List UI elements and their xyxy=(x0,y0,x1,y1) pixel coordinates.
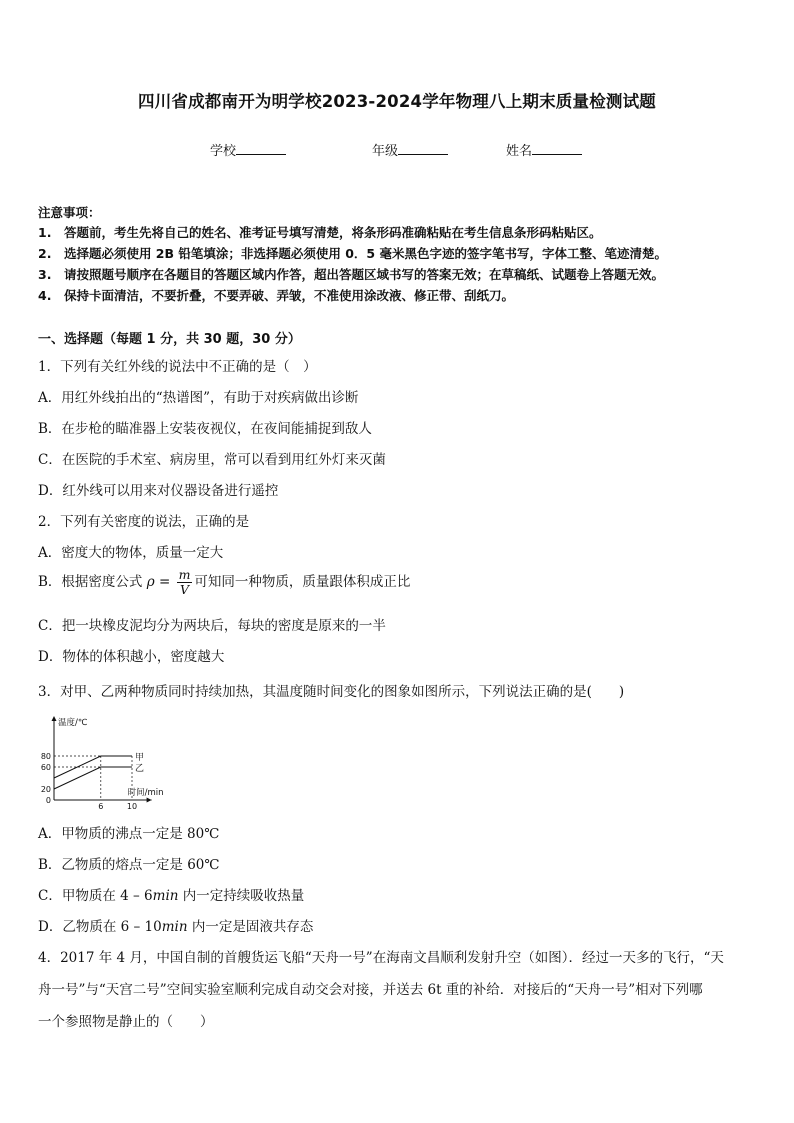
density-symbol: ρ = xyxy=(146,574,171,590)
q3-stem: 3．对甲、乙两种物质同时持续加热，其温度随时间变化的图象如图所示，下列说法正确的是( ) xyxy=(38,684,625,700)
q3-c-unit: min xyxy=(152,888,179,904)
y-tick-label: 80 xyxy=(40,752,51,761)
fraction-numerator: m xyxy=(178,567,191,582)
x-tick-label: 10 xyxy=(126,802,138,811)
q2-b-prefix: B．根据密度公式 xyxy=(38,574,143,590)
grade-blank xyxy=(398,141,448,155)
y-axis-label: 温度/℃ xyxy=(58,718,88,728)
q3-option-b: B．乙物质的熔点一定是 60℃ xyxy=(38,857,220,873)
grade-label: 年级 xyxy=(372,144,399,159)
note-item: 4. 保持卡面清洁，不要折叠，不要弄破、弄皱，不准使用涂改液、修正带、刮纸刀。 xyxy=(38,288,514,303)
q1-option-b: B．在步枪的瞄准器上安装夜视仪，在夜间能捕捉到敌人 xyxy=(38,421,372,437)
q3-option-c xyxy=(38,884,304,904)
y-tick-label: 0 xyxy=(45,796,51,805)
q3-c-prefix: C．甲物质在 4 – 6 xyxy=(38,888,153,904)
q2-b-suffix: 可知同一种物质，质量跟体积成正比 xyxy=(194,574,411,590)
q2-stem: 2．下列有关密度的说法，正确的是 xyxy=(38,514,250,530)
q3-d-unit: min xyxy=(161,919,188,935)
density-fraction xyxy=(177,568,193,597)
grade-field xyxy=(372,140,448,159)
temperature-time-graph xyxy=(30,712,190,812)
q3-d-suffix: 内一定是固液共存态 xyxy=(187,919,314,935)
q1-option-c: C．在医院的手术室、病房里，常可以看到用红外灯来灭菌 xyxy=(38,452,386,468)
q2-option-c: C．把一块橡皮泥均分为两块后，每块的密度是原来的一半 xyxy=(38,618,386,634)
note-item: 3. 请按照题号顺序在各题目的答题区域内作答，超出答题区域书写的答案无效；在草稿纸、试题卷上答题无效。 xyxy=(38,267,664,282)
y-tick-label: 60 xyxy=(40,763,51,772)
q3-option-a: A．甲物质的沸点一定是 80℃ xyxy=(38,826,220,842)
series-line xyxy=(54,767,132,789)
series-label: 乙 xyxy=(135,764,145,774)
notes-heading: 注意事项： xyxy=(38,205,101,220)
x-axis-label: 时间/min xyxy=(127,788,164,798)
q1-stem: 1．下列有关红外线的说法中不正确的是（ ） xyxy=(38,359,317,375)
note-item: 1. 答题前，考生先将自己的姓名、准考证号填写清楚，将条形码准确粘贴在考生信息条形码粘贴区。 xyxy=(38,225,602,240)
school-label: 学校 xyxy=(210,144,237,159)
y-tick-label: 20 xyxy=(40,785,51,794)
q3-d-prefix: D．乙物质在 6 – 10 xyxy=(38,919,162,935)
name-field xyxy=(506,140,582,159)
q2-option-a: A．密度大的物体，质量一定大 xyxy=(38,545,224,561)
school-field xyxy=(210,140,286,159)
y-axis-arrow xyxy=(52,716,57,721)
q3-c-suffix: 内一定持续吸收热量 xyxy=(178,888,305,904)
note-item: 2. 选择题必须使用 2B 铅笔填涂；非选择题必须使用 0．5 毫米黑色字迹的签字笔书写，字体工整、笔迹清楚。 xyxy=(38,246,667,261)
name-label: 姓名 xyxy=(506,144,533,159)
section-heading: 一、选择题（每题 1 分，共 30 题，30 分） xyxy=(38,332,301,347)
series-label: 甲 xyxy=(135,753,145,763)
q2-option-d: D．物体的体积越小，密度越大 xyxy=(38,649,225,665)
q4-stem-line-1: 4．2017 年 4 月，中国自制的首艘货运飞船“天舟一号”在海南文昌顺利发射升空（如图）．经过一天多的飞行，“天 xyxy=(38,950,724,966)
x-tick-label: 6 xyxy=(98,802,104,811)
x-axis-arrow xyxy=(147,798,152,803)
q4-stem-line-2: 舟一号”与“天宫二号”空间实验室顺利完成自动交会对接，并送去 6t 重的补给．对接后的“天舟一号”相对下列哪 xyxy=(38,982,703,998)
name-blank xyxy=(532,141,582,155)
q2-option-b xyxy=(38,568,410,597)
q1-option-d: D．红外线可以用来对仪器设备进行遥控 xyxy=(38,483,279,499)
q4-stem-line-3: 一个参照物是静止的（ ） xyxy=(38,1014,214,1030)
fraction-denominator: V xyxy=(179,582,189,597)
q1-option-a: A．用红外线拍出的“热谱图”，有助于对疾病做出诊断 xyxy=(38,390,359,406)
school-blank xyxy=(236,141,286,155)
page-title: 四川省成都南开为明学校2023-2024学年物理八上期末质量检测试题 xyxy=(138,92,656,111)
q3-option-d xyxy=(38,915,313,935)
